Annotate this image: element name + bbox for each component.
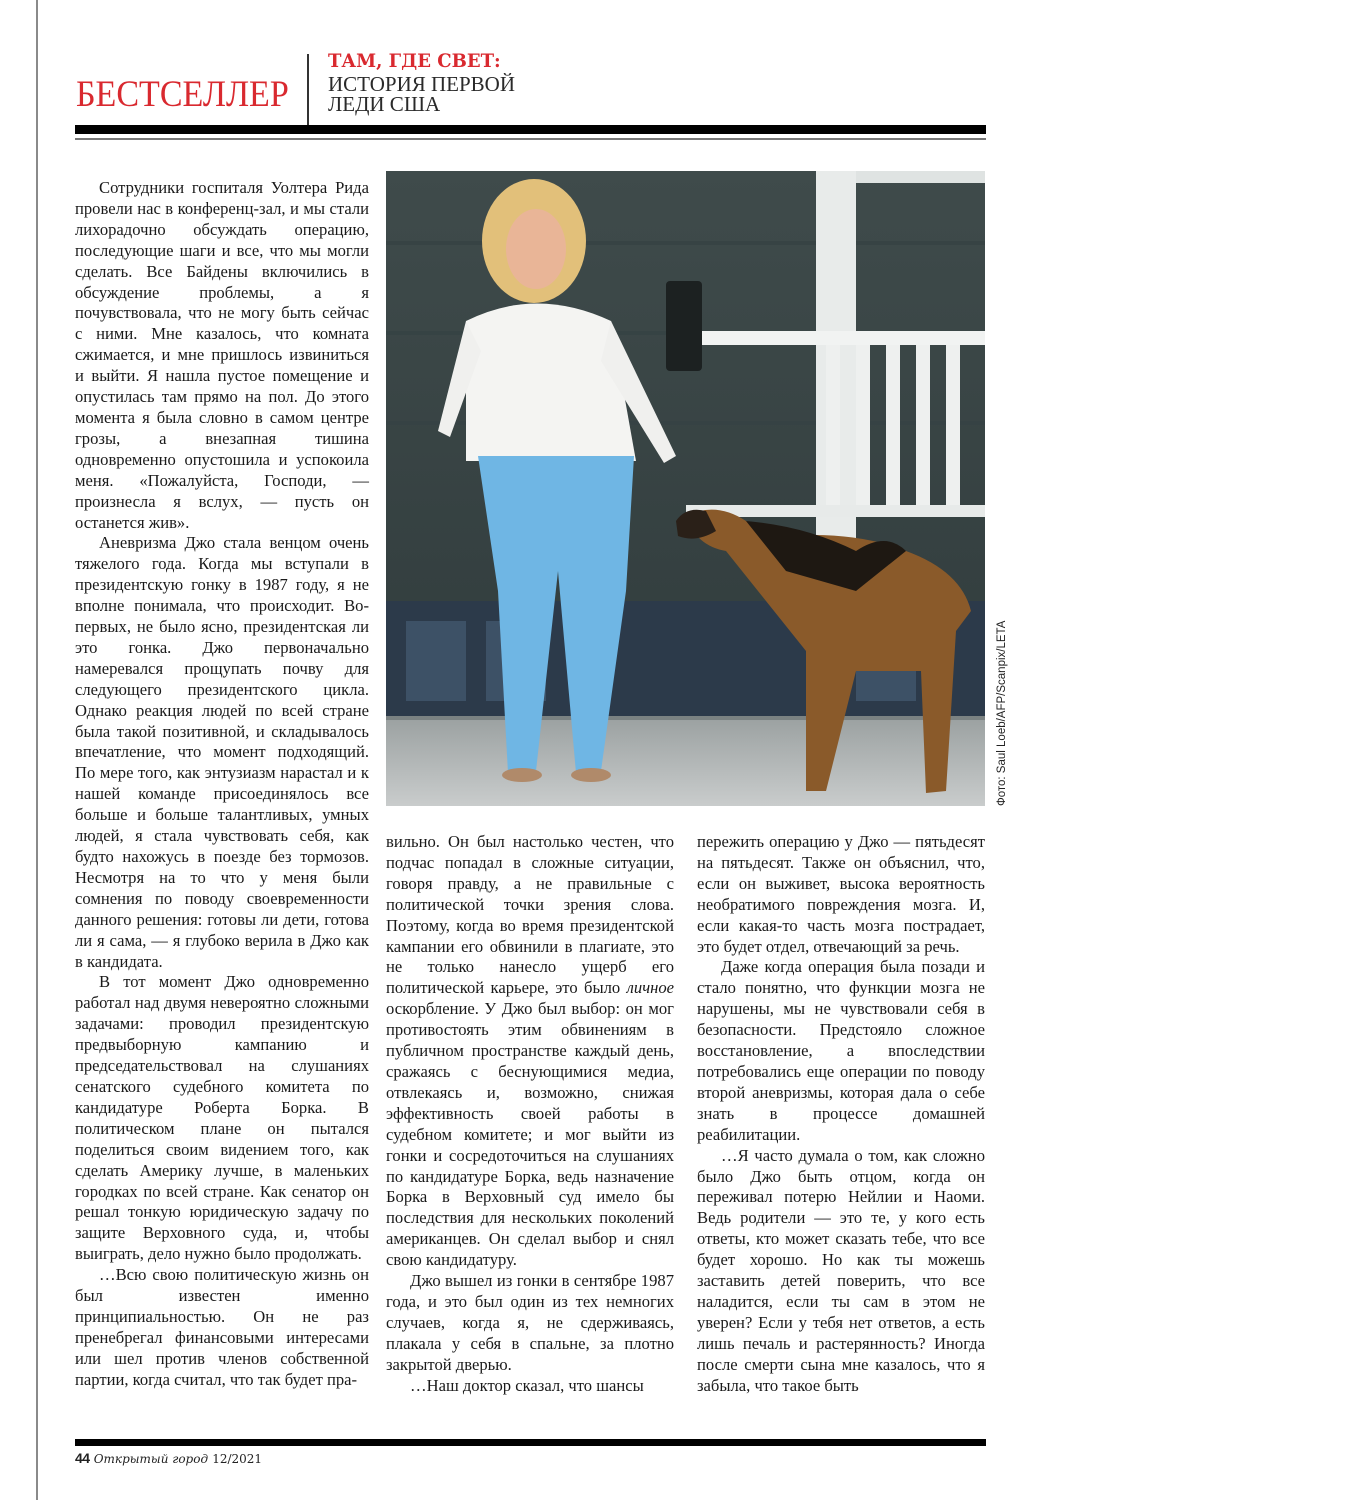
header-divider [307, 54, 309, 126]
paragraph: Джо вышел из гонки в сентябре 1987 года, и это был один из тех немногих случаев, когда я, не сдерживаясь, плакала у себя в спальне, за плотно закрытой дверью. [386, 1271, 674, 1374]
paragraph: Даже когда операция была позади и стало понятно, что функции мозга не нарушены, мы не чувствовали себя в безопасности. Предстояло сложное восстановление, а впоследствии потребовались еще операции по поводу второй аневризмы, которая дала о себе знать в процессе домашней реабилитации. [697, 957, 985, 1144]
header-rule-thick [75, 125, 986, 134]
caption-line: Любимую [1276, 362, 1344, 377]
article-column-1 [75, 178, 369, 1391]
article-kicker: ТАМ, ГДЕ СВЕТ: [328, 50, 501, 72]
footer-rule [75, 1439, 986, 1446]
paragraph: Сотрудники госпиталя Уолтера Рида провели нас в конференц-зал, и мы стали лихорадочно обсуждать операцию, последующие шаги и все, что мы могли сделать. Все Байдены включились в обсуждение проблемы, а я почувствовала, что не могу быть сейчас с ними. Мне казалось, что комната сжимается, и мне пришлось извиниться и выйти. Я нашла пустое помещение и опустилась там прямо на пол. До этого момента я была словно в самом центре грозы, а внезапная тишина одновременно опустошила и успокоила меня. «Пожалуйста, Господи, — произнесла я вслух, — пусть он останется жив». [75, 178, 369, 532]
article-subtitle [328, 74, 515, 114]
photo-illustration [386, 171, 985, 806]
paragraph: Аневризма Джо стала венцом очень тяжелого года. Когда мы вступали в президентскую гонку в 1987 году, я не вполне понимала, что происходит. Во-первых, не было ясно, президентская ли это гонка. Джо первоначально намеревался прощупать почву для следующего президентского цикла. Однако реакция людей по всей стране была такой позитивной, и складывалось впечатление, что момент подходящий. По мере того, как энтузиазм нарастал и к нашей команде присоединялось все больше и больше талантливых, умных людей, я стала чувствовать себя, как будто нахожусь в поезде без тормозов. Несмотря на то что у меня были сомнения по поводу своевременности данного решения: готовы ли дети, готова ли я сама, — я глубоко верила в Джо как в кандидата. [75, 533, 369, 971]
header-rule-thin [75, 138, 986, 140]
issue-number: 12/2021 [212, 1452, 263, 1466]
magazine-name: Открытый город [93, 1452, 209, 1466]
paragraph: …Я часто думала о том, как сложно было Джо быть отцом, когда он переживал потерю Нейлии и Наоми. Ведь родители — это те, у кого есть ответы, кто может сказать тебе, что все будет хорошо. Но как ты можешь заставить детей поверить, что все наладится, если ты сам в этом не уверен? Если у тебя нет ответов, а есть лишь печаль и растерянность? Иногда после смерти сына мне казалось, что я забыла, что такое быть [697, 1145, 985, 1395]
subtitle-line-1: ИСТОРИЯ ПЕРВОЙ [328, 72, 516, 96]
rubric-title: БЕСТСЕЛЛЕР [76, 74, 289, 115]
paragraph: пережить операцию у Джо — пятьдесят на пятьдесят. Также он объяснил, что, если он выживет, высока вероятность необратимого повреждения мозга. И, если какая-то часть мозга пострадает, это будет отдел, отвечающий за речь. [697, 832, 985, 956]
paragraph-text: оскорбление. У Джо был выбор: он мог противостоять этим обвинениям в публичном пространстве каждый день, сражаясь с беснующимися медиа, отвлекаясь и, возможно, снижая эффективность своей работы в судебном комитете; и мог выйти из гонки и сосредоточиться на слушаниях по кандидатуре Борка, ведь назначение Борка в Верховный суд имело бы последствия для нескольких поколений американцев. Он сделал выбор и снял свою кандидатуру. [386, 999, 674, 1270]
page-footer [75, 1450, 262, 1467]
paragraph [386, 832, 674, 1271]
paragraph: …Всю свою политическую жизнь он был известен именно принципиальностью. Он не раз пренебрегал финансовыми интересами или шел против членов собственной партии, когда считал, что так будет пра- [75, 1265, 369, 1389]
emphasis-text: личное [626, 978, 674, 998]
paragraph-text: вильно. Он был настолько честен, что подчас попадал в сложные ситуации, говоря правду, а не правильные с политической точки зрения слова. Поэтому, когда во время президентской кампании его обвинили в плагиате, это не только нанесло ущерб его политической карьере, это было [386, 832, 674, 998]
photo-caption [1260, 362, 1360, 424]
article-column-3 [697, 832, 985, 1396]
caption-line: Байденов [1276, 393, 1344, 408]
paragraph: …Наш доктор сказал, что шансы [410, 1375, 644, 1395]
photo-credit: Фото: Saul Loeb/AFP/Scanpix/LETA [996, 620, 1008, 806]
page-number: 44 [75, 1450, 90, 1466]
caption-line: собаку [1287, 377, 1333, 393]
paragraph: В тот момент Джо одновременно работал над двумя невероятно сложными задачами: проводил президентскую предвыборную кампанию и председательствовал на слушаниях сенатского судебного комитета по кандидатуре Роберта Борка. В политическом плане он пытался поделиться своим видением того, как сделать Америку лучше, в маленьких городках по всей стране. Как сенатор он решал тонкую юридическую задачу по защите Верховного суда, и, чтобы выиграть, дело нужно было продолжать. [75, 972, 369, 1264]
subtitle-line-2: ЛЕДИ США [328, 92, 441, 116]
caption-line: зовут Чемп. [1270, 408, 1350, 424]
article-column-2 [386, 832, 674, 1396]
page-edge-line [36, 0, 38, 1500]
